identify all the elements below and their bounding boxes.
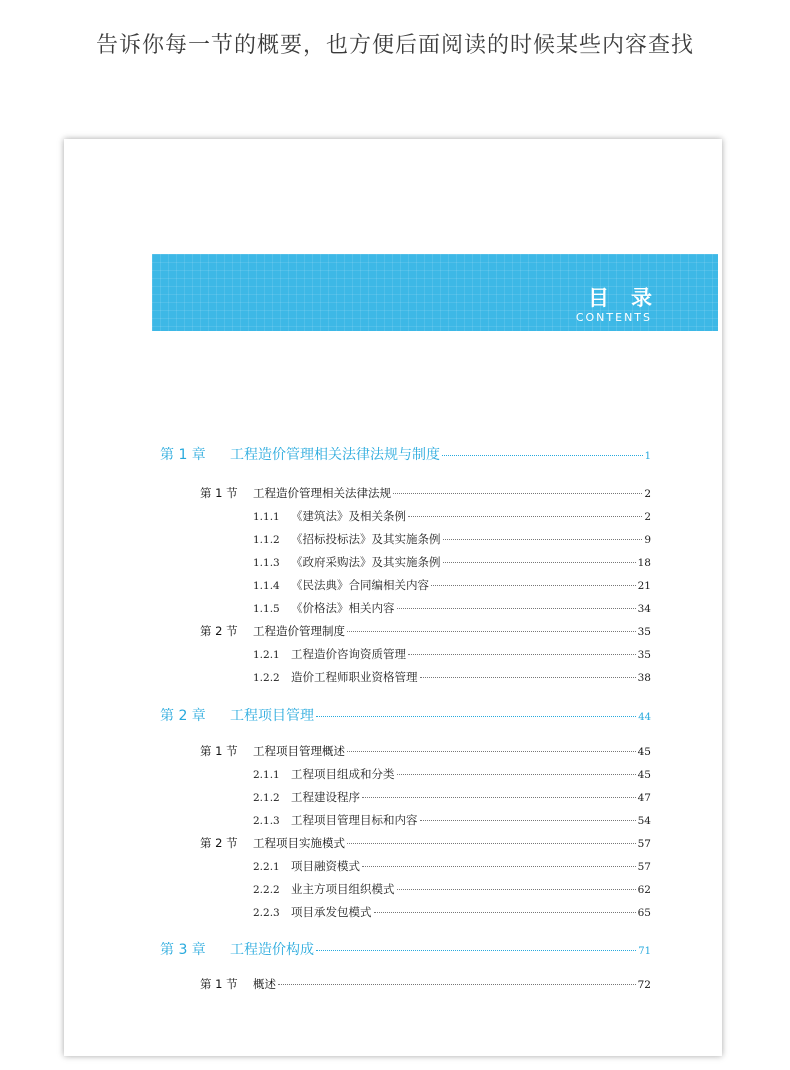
toc-entry-page: 71 bbox=[638, 946, 651, 957]
toc-entry-number: 2.1.2 bbox=[253, 792, 280, 804]
toc-title: 目录 bbox=[588, 286, 674, 310]
toc-entry-page: 45 bbox=[637, 746, 651, 758]
toc-entry-page: 44 bbox=[638, 712, 651, 723]
toc-entry-number: 2.2.3 bbox=[253, 907, 280, 919]
toc-entry-number: 1.1.4 bbox=[253, 580, 280, 592]
toc-entry-title: 工程项目组成和分类 bbox=[291, 767, 395, 781]
toc-entry-title: 概述 bbox=[253, 977, 276, 991]
page-caption: 告诉你每一节的概要，也方便后面阅读的时候某些内容查找 bbox=[95, 33, 694, 58]
toc-section-entry bbox=[200, 485, 651, 501]
toc-subsection-entry bbox=[253, 858, 651, 874]
toc-entry-number: 1.2.1 bbox=[253, 649, 280, 661]
toc-entry-number: 2.1.1 bbox=[253, 769, 280, 781]
dotted-leader bbox=[362, 866, 636, 867]
toc-entry-page: 9 bbox=[644, 534, 651, 546]
toc-entry-page: 35 bbox=[637, 649, 651, 661]
toc-entry-title: 工程项目管理 bbox=[230, 708, 314, 724]
toc-entry-page: 2 bbox=[644, 511, 651, 523]
toc-entry-title: 工程项目管理目标和内容 bbox=[291, 813, 418, 827]
toc-entry-title: 项目承发包模式 bbox=[291, 905, 372, 919]
toc-subsection-entry bbox=[253, 508, 651, 524]
toc-entry-page: 1 bbox=[644, 451, 651, 462]
toc-subsection-entry bbox=[253, 904, 651, 920]
toc-entry-number: 2.1.3 bbox=[253, 815, 280, 827]
toc-subsection-entry bbox=[253, 554, 651, 570]
dotted-leader bbox=[347, 751, 636, 752]
toc-subsection-entry bbox=[253, 812, 651, 828]
dotted-leader bbox=[397, 774, 636, 775]
toc-banner bbox=[152, 254, 718, 331]
toc-entry-title: 《价格法》相关内容 bbox=[291, 601, 395, 615]
toc-entry-number: 第 1 章 bbox=[160, 447, 206, 463]
toc-entry-title: 工程造价管理制度 bbox=[253, 624, 345, 638]
toc-entry-page: 34 bbox=[637, 603, 651, 615]
dotted-leader bbox=[420, 677, 636, 678]
toc-entry-page: 35 bbox=[637, 626, 651, 638]
dotted-leader bbox=[443, 539, 643, 540]
dotted-leader bbox=[420, 820, 636, 821]
toc-chapter-entry bbox=[160, 939, 651, 959]
dotted-leader bbox=[347, 843, 636, 844]
toc-entry-page: 72 bbox=[637, 979, 651, 991]
toc-entry-title: 《招标投标法》及其实施条例 bbox=[291, 532, 441, 546]
toc-entry-page: 57 bbox=[637, 838, 651, 850]
dotted-leader bbox=[408, 516, 642, 517]
toc-entry-page: 65 bbox=[637, 907, 651, 919]
toc-entry-page: 57 bbox=[637, 861, 651, 873]
toc-entry-title: 造价工程师职业资格管理 bbox=[291, 670, 418, 684]
toc-entry-title: 《建筑法》及相关条例 bbox=[291, 509, 406, 523]
toc-entry-title: 工程建设程序 bbox=[291, 790, 360, 804]
toc-entry-number: 1.1.3 bbox=[253, 557, 280, 569]
toc-entry-title: 《政府采购法》及其实施条例 bbox=[291, 555, 441, 569]
toc-entry-title: 工程造价管理相关法律法规与制度 bbox=[230, 447, 440, 463]
dotted-leader bbox=[442, 455, 643, 456]
toc-entry-page: 54 bbox=[637, 815, 651, 827]
toc-subsection-entry bbox=[253, 646, 651, 662]
toc-entry-title: 工程造价咨询资质管理 bbox=[291, 647, 406, 661]
toc-entry-page: 21 bbox=[637, 580, 651, 592]
toc-chapter-entry bbox=[160, 444, 651, 464]
dotted-leader bbox=[408, 654, 636, 655]
toc-subsection-entry bbox=[253, 531, 651, 547]
toc-entry-title: 工程造价构成 bbox=[230, 942, 314, 958]
toc-entry-page: 38 bbox=[637, 672, 651, 684]
toc-entry-number: 2.2.2 bbox=[253, 884, 280, 896]
toc-entry-number: 第 1 节 bbox=[200, 977, 238, 991]
toc-entry-number: 1.1.5 bbox=[253, 603, 280, 615]
toc-entry-title: 工程造价管理相关法律法规 bbox=[253, 486, 391, 500]
toc-entry-number: 第 3 章 bbox=[160, 942, 206, 958]
dotted-leader bbox=[397, 608, 636, 609]
toc-entry-title: 工程项目管理概述 bbox=[253, 744, 345, 758]
toc-entry-number: 1.2.2 bbox=[253, 672, 280, 684]
toc-entry-title: 项目融资模式 bbox=[291, 859, 360, 873]
dotted-leader bbox=[393, 493, 642, 494]
toc-subsection-entry bbox=[253, 669, 651, 685]
toc-subsection-entry bbox=[253, 600, 651, 616]
toc-section-entry bbox=[200, 743, 651, 759]
toc-section-entry bbox=[200, 835, 651, 851]
dotted-leader bbox=[362, 797, 636, 798]
toc-subtitle: CONTENTS bbox=[575, 311, 652, 324]
toc-entry-number: 第 2 节 bbox=[200, 624, 238, 638]
dotted-leader bbox=[374, 912, 636, 913]
dotted-leader bbox=[347, 631, 636, 632]
toc-entry-number: 第 1 节 bbox=[200, 744, 238, 758]
toc-entry-page: 45 bbox=[637, 769, 651, 781]
toc-entry-page: 62 bbox=[637, 884, 651, 896]
toc-entry-number: 1.1.2 bbox=[253, 534, 280, 546]
toc-entry-number: 1.1.1 bbox=[253, 511, 280, 523]
toc-subsection-entry bbox=[253, 789, 651, 805]
dotted-leader bbox=[443, 562, 636, 563]
toc-section-entry bbox=[200, 623, 651, 639]
toc-entry-page: 47 bbox=[637, 792, 651, 804]
toc-entry-page: 2 bbox=[644, 488, 651, 500]
toc-entry-number: 2.2.1 bbox=[253, 861, 280, 873]
toc-chapter-entry bbox=[160, 705, 651, 725]
toc-entry-number: 第 2 章 bbox=[160, 708, 206, 724]
dotted-leader bbox=[397, 889, 636, 890]
toc-entry-title: 《民法典》合同编相关内容 bbox=[291, 578, 429, 592]
book-page bbox=[64, 139, 722, 1056]
toc-entry-title: 工程项目实施模式 bbox=[253, 836, 345, 850]
dotted-leader bbox=[431, 585, 636, 586]
toc-section-entry bbox=[200, 976, 651, 992]
toc-subsection-entry bbox=[253, 577, 651, 593]
toc-entry-title: 业主方项目组织模式 bbox=[291, 882, 395, 896]
toc-entry-number: 第 1 节 bbox=[200, 486, 238, 500]
toc-subsection-entry bbox=[253, 881, 651, 897]
dotted-leader bbox=[316, 716, 636, 717]
dotted-leader bbox=[278, 984, 636, 985]
dotted-leader bbox=[316, 950, 636, 951]
toc-entry-page: 18 bbox=[637, 557, 651, 569]
toc-subsection-entry bbox=[253, 766, 651, 782]
toc-entry-number: 第 2 节 bbox=[200, 836, 238, 850]
